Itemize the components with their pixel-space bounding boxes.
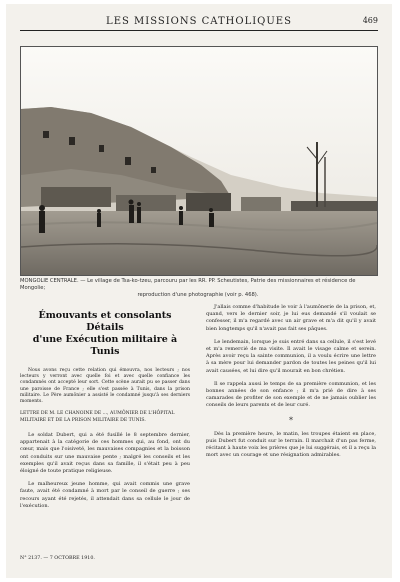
right-paragraph-3: Il se rappela aussi le temps de sa première communion, et les bonnes années de son enfance ; il m'a prié de dire à ses camarades de profiter de son exemple et de ne jamais oublier les conseils de leurs parents et de leur curé. (206, 380, 376, 409)
issue-footer: N° 2137. — 7 OCTOBRE 1910. (20, 556, 95, 561)
photo-caption (20, 278, 376, 299)
right-paragraph-2: Le lendemain, lorsque je suis entré dans sa cellule, il s'est levé et m'a remercié de ma visite. Il avait le visage calme et serein. Après avoir reçu la sainte communion, il a voulu écrire une lettre à sa mère pour lui demander pardon de toutes les peines qu'il lui avait causées, et lui dire qu'il mourait en bon chrétien. (206, 338, 376, 374)
right-column (206, 304, 376, 465)
article-title (20, 310, 190, 358)
caption-line-2: reproduction d'une photographie (voir p. 468). (137, 292, 259, 298)
article-title-line-1: Émouvants et consolants Détails (38, 310, 172, 333)
article-title-line-2: d'une Exécution militaire à Tunis (32, 334, 178, 357)
letter-subheading: LETTRE DE M. LE CHANOINE DE ..., AUMÔNIER DE L'HÔPITAL MILITAIRE ET DE LA PRISON MILITAIRE DE TUNIS. (20, 411, 175, 423)
publication-title: LES MISSIONS CATHOLIQUES (106, 16, 292, 27)
article-paragraph-2: Le malheureux jeune homme, qui avait commis une grave faute, avait été condamné à mort par le conseil de guerre ; ses recours ayant été rejetés, il attendait dans sa cellule le jour de l'exécution. (20, 481, 190, 509)
village-photograph (20, 46, 378, 276)
right-paragraph-1: J'allais comme d'habitude le voir à l'aumônerie de la prison, et, quand, vers le dernier soir, je lui eus demandé s'il voulait se confesser, il m'a regardé avec un air grave et m'a dit qu'il y avait bien longtemps qu'il n'avait pas fait ses pâques. (206, 304, 376, 332)
article-paragraph-1: Le soldat Dubert, qui a été fusillé le 8 septembre dernier, appartenait à la catégorie de ces hommes qui, au fond, ont du cœur, mais que l'oisiveté, les mauvaises compagnies et la boisson ont conduits sur une mauvaise pente ; malgré les conseils et les exemples qu'il avait reçus dans sa famille, il s'était peu à peu éloigné de toute pratique religieuse. (20, 432, 190, 475)
magazine-page (6, 4, 392, 578)
left-column (20, 310, 190, 516)
caption-line-1: MONGOLIE CENTRALE. — Le village de Tsa-ko-tzeu, parcouru par les RR. PP. Scheutistes, Patrie des missionnaires et résidence de Mongolie; (20, 278, 356, 291)
page-header (20, 16, 378, 31)
right-paragraph-4: Dès la première heure, le matin, les troupes étaient en place, puis Dubert fut conduit sur le terrain. Il marchait d'un pas ferme, récitant à haute voix les prières que je lui suggérais, et il a reçu la mort avec un courage et une résignation admirables. (206, 430, 376, 459)
page-number: 469 (362, 16, 378, 25)
article-intro: Nous avons reçu cette relation qui émouvra, nos lecteurs ; nos lecteurs y verront avec quelle foi et avec quelle confiance les condamnés ont accepté leur sort. Cette scène aurait pu se passer dans une paroisse de France ; elle s'est passée à Tunis, dans la prison militaire. Le Père aumônier a assisté le condamné jusqu'à ses derniers moments. (20, 368, 190, 405)
section-separator: * (289, 415, 293, 425)
photo-illustration (21, 47, 377, 275)
